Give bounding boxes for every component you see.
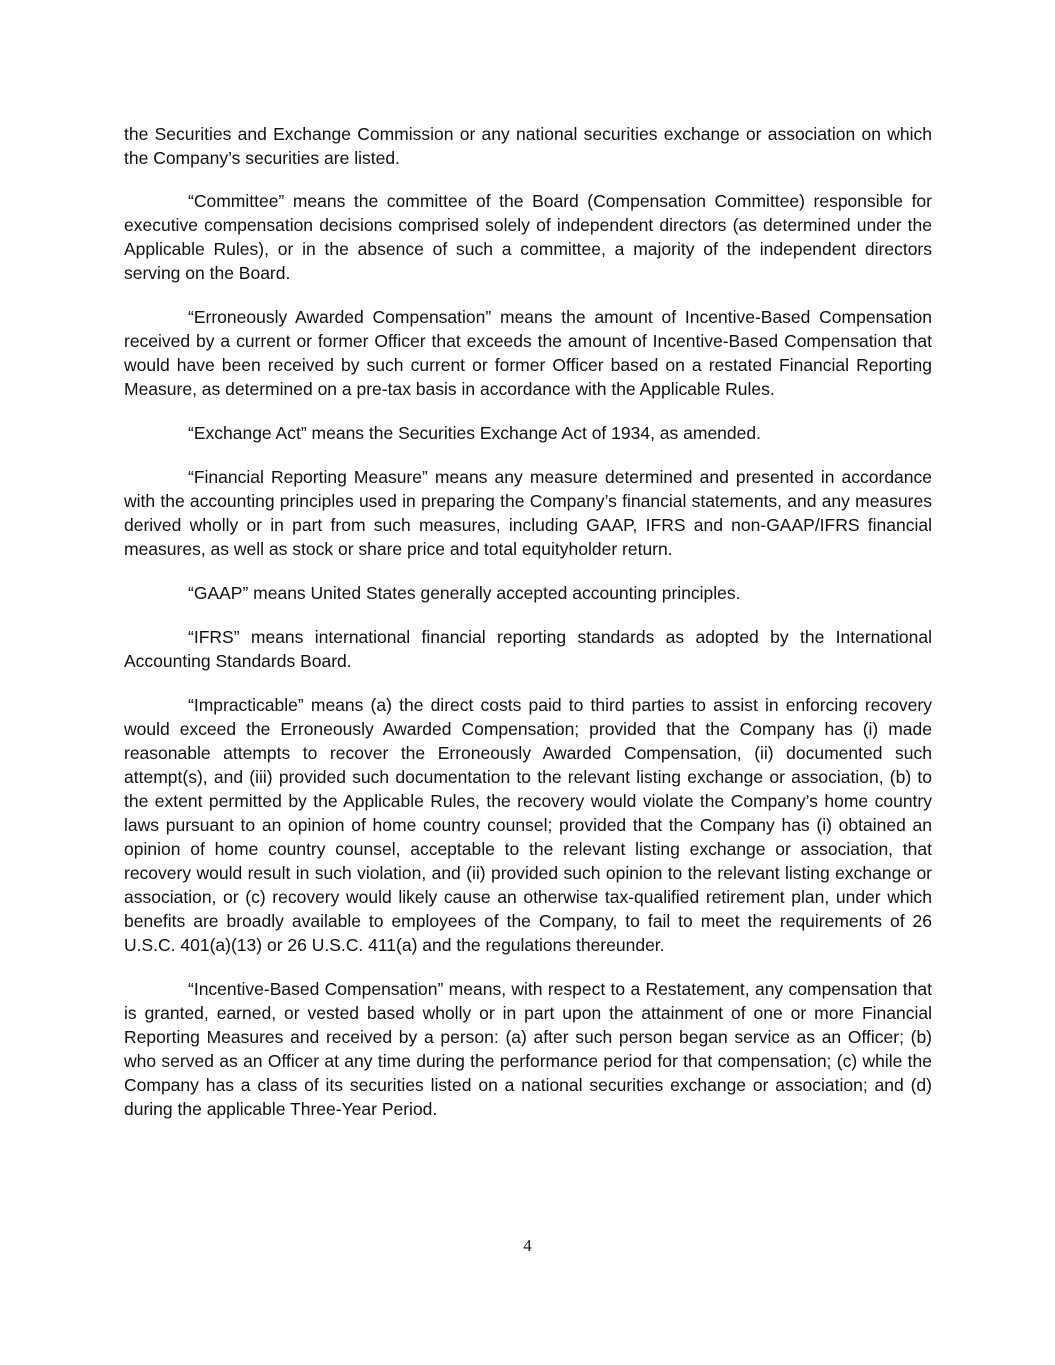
definition-ifrs: [124, 625, 932, 673]
defined-term: “GAAP”: [188, 583, 249, 603]
definition-gaap: [124, 581, 932, 605]
definition-incentive-based-compensation: [124, 977, 932, 1121]
defined-term: “Committee”: [188, 191, 285, 211]
definition-text: means the amount of Incentive-Based Compensation received by a current or former Officer that exceeds the amount of Incentive-Based Compensation that would have been received by such current or former Officer based on a restated Financial Reporting Measure, as determined on a pre-tax basis in accordance with the Applicable Rules.: [124, 307, 933, 399]
page-number: 4: [523, 1236, 532, 1255]
paragraph-text: the Securities and Exchange Commission or any national securities exchange or association on which the Company’s securities are listed.: [124, 124, 932, 168]
defined-term: “Exchange Act”: [188, 423, 307, 443]
definition-committee: [124, 189, 932, 285]
definition-financial-reporting-measure: [124, 465, 932, 561]
definition-erroneously-awarded-compensation: [124, 305, 932, 401]
definition-text: means any measure determined and presented in accordance with the accounting principles used in preparing the Company’s financial statements, and any measures derived wholly or in part from such measures, including GAAP, IFRS and non-GAAP/IFRS financial measures, as well as stock or share price and total equityholder return.: [124, 467, 932, 559]
definition-text: means the committee of the Board (Compensation Committee) responsible for executive compensation decisions comprised solely of independent directors (as determined under the Applicable Rules), or in the absence of such a committee, a majority of the independent directors serving on the Board.: [124, 191, 932, 283]
definition-impracticable: [124, 693, 932, 957]
definition-text: means the Securities Exchange Act of 1934, as amended.: [306, 423, 761, 443]
definition-exchange-act: [124, 421, 932, 445]
definition-text: means international financial reporting standards as adopted by the International Accounting Standards Board.: [124, 627, 932, 671]
definition-text: means, with respect to a Restatement, any compensation that is granted, earned, or vested based wholly or in part upon the attainment of one or more Financial Reporting Measures and received by a person: (a) after such person began service as an Officer; (b) who served as an Officer at any time during the performance period for that compensation; (c) while the Company has a class of its securities listed on a national securities exchange or association; and (d) during the applicable Three-Year Period.: [124, 979, 932, 1119]
definition-text: means United States generally accepted accounting principles.: [248, 583, 741, 603]
paragraph-continuation: [124, 122, 932, 170]
defined-term: “Financial Reporting Measure”: [188, 467, 428, 487]
definition-text: means (a) the direct costs paid to third parties to assist in enforcing recovery would exceed the Erroneously Awarded Compensation; provided that the Company has (i) made reasonable attempts to recover the Erroneously Awarded Compensation, (ii) documented such attempt(s), and (iii) provided such documentation to the relevant listing exchange or association, (b) to the extent permitted by the Applicable Rules, the recovery would violate the Company’s home country laws pursuant to an opinion of home country counsel; provided that the Company has (i) obtained an opinion of home country counsel, acceptable to the relevant listing exchange or association, that recovery would result in such violation, and (ii) provided such opinion to the relevant listing exchange or association, or (c) recovery would likely cause an otherwise tax-qualified retirement plan, under which benefits are broadly available to employees of the Company, to fail to meet the requirements of 26 U.S.C. 401(a)(13) or 26 U.S.C. 411(a) and the regulations thereunder.: [124, 695, 932, 955]
defined-term: “Erroneously Awarded Compensation”: [188, 307, 492, 327]
defined-term: “IFRS”: [188, 627, 240, 647]
defined-term: “Impracticable”: [188, 695, 304, 715]
document-page: [124, 122, 932, 1141]
defined-term: “Incentive-Based Compensation”: [188, 979, 444, 999]
